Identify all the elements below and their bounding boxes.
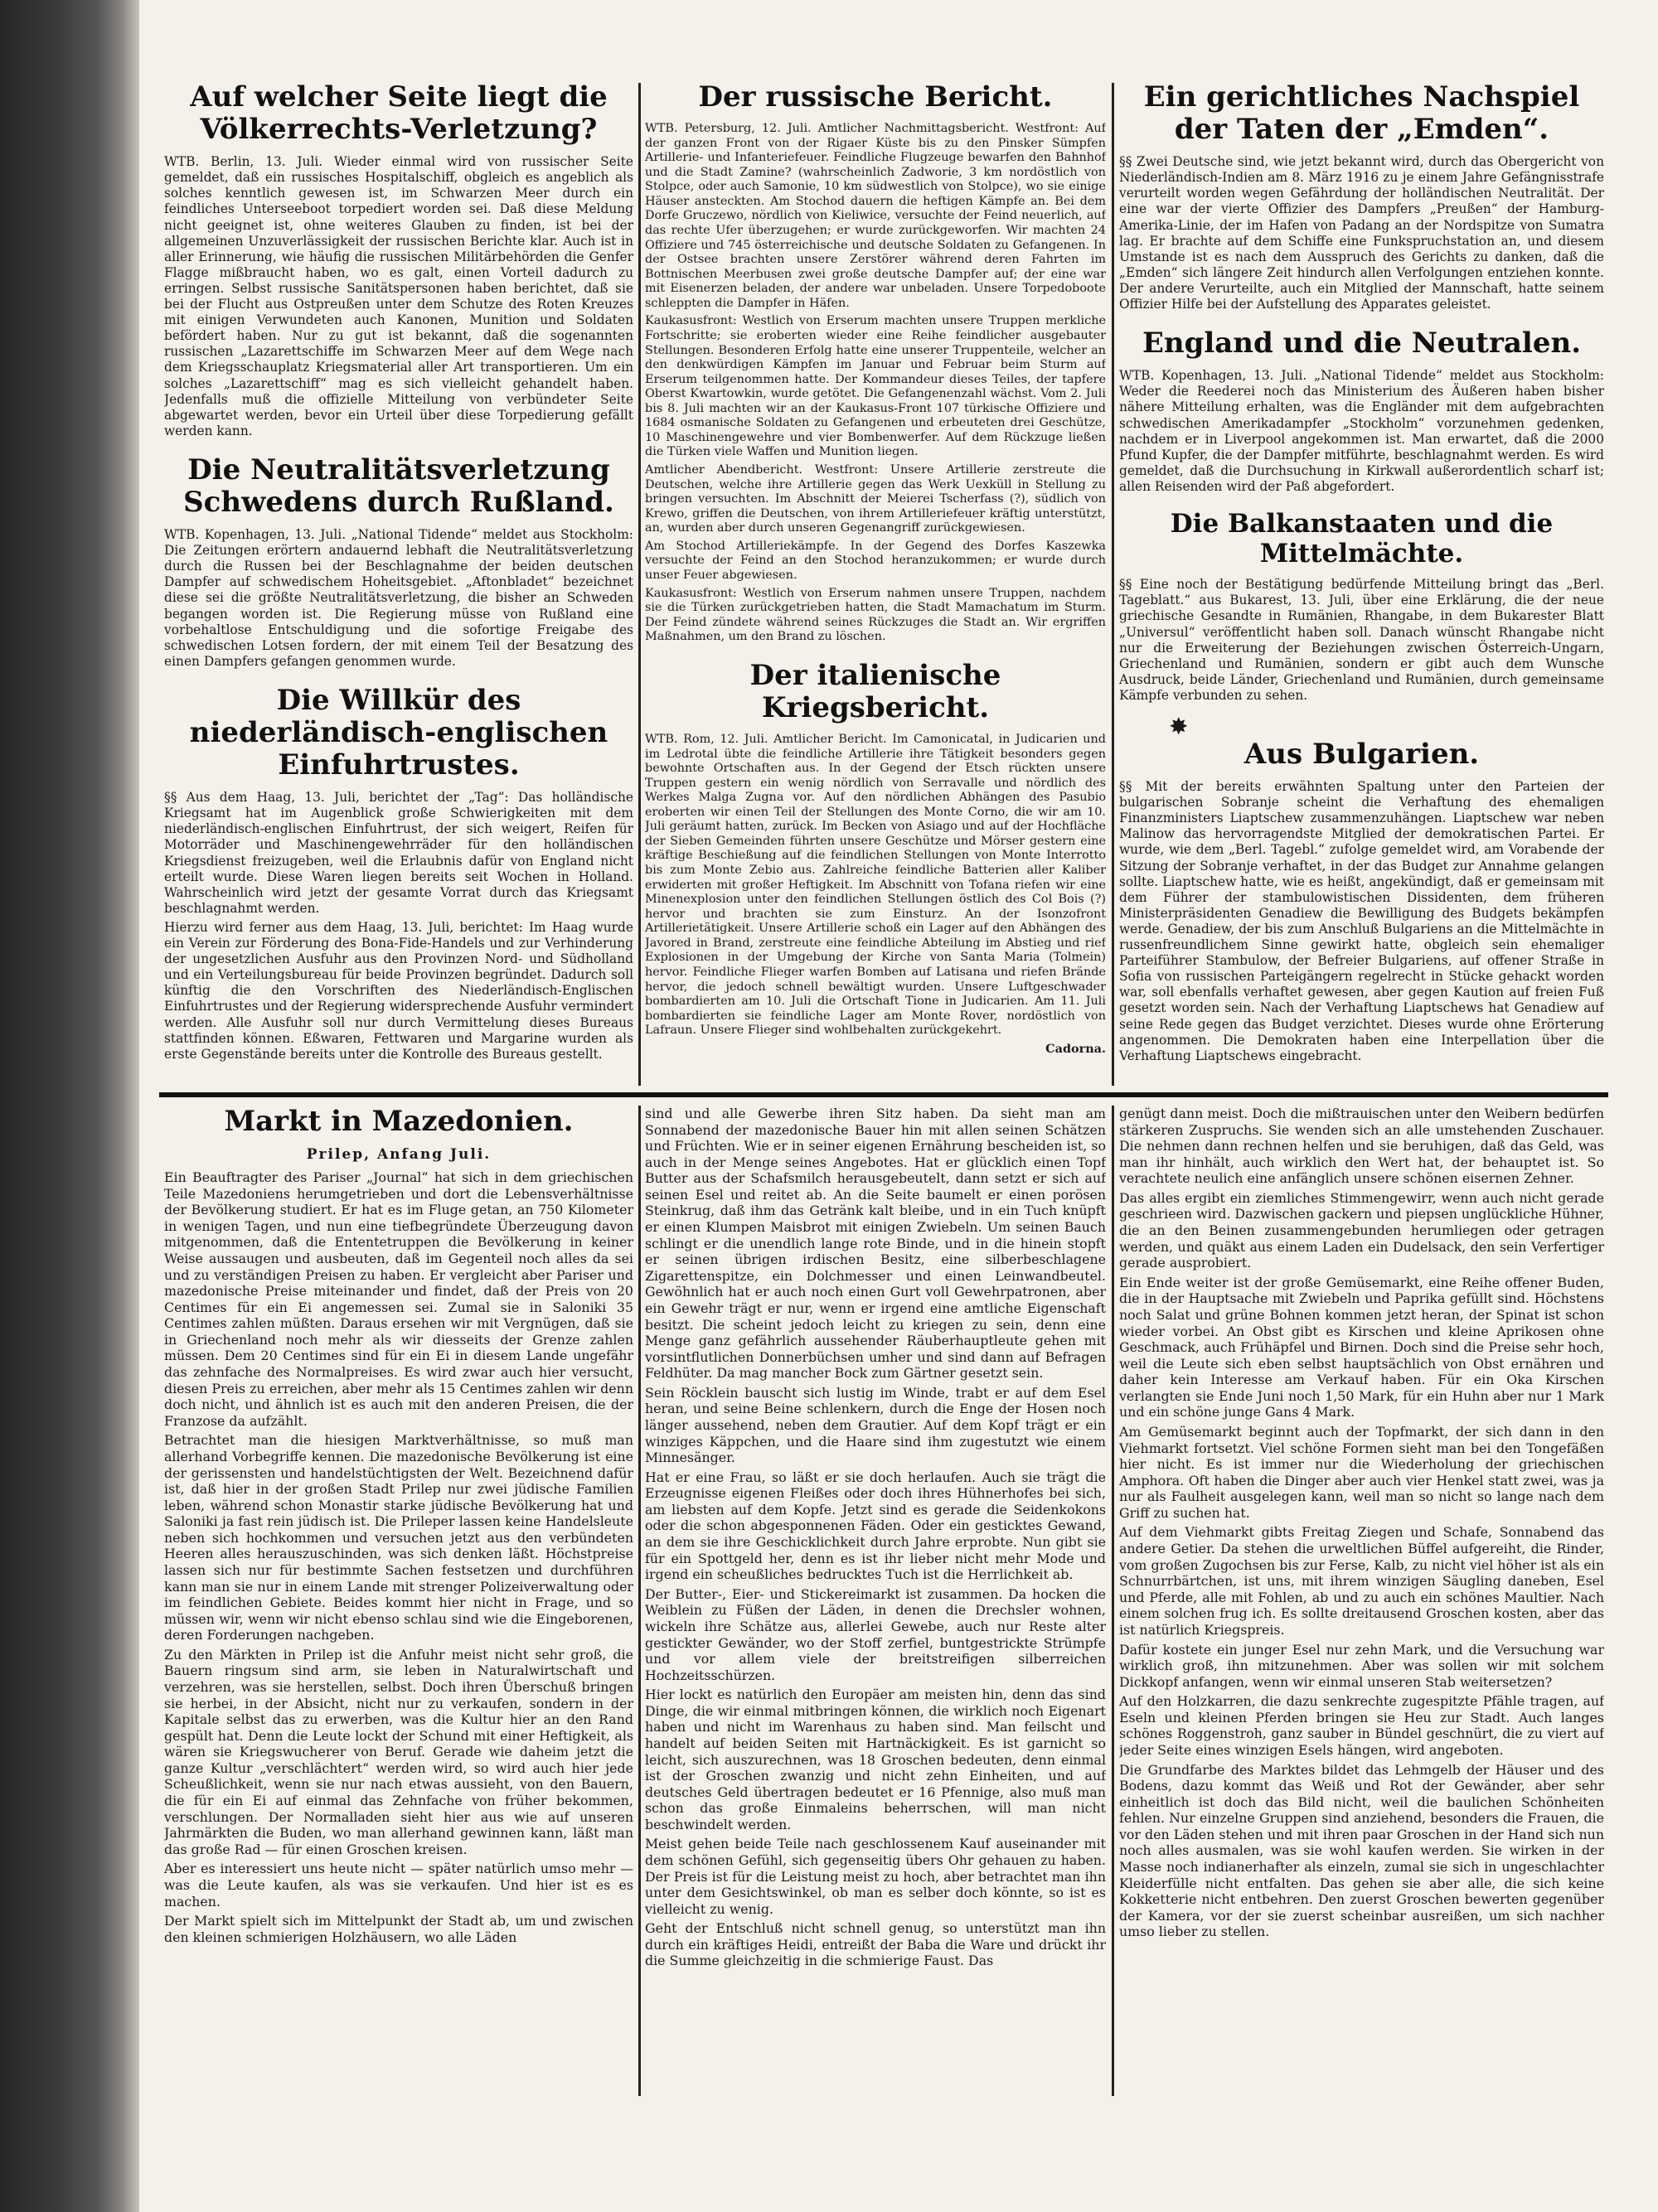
feuilleton-column-1 xyxy=(164,1106,633,2096)
article-england-neutralen xyxy=(1119,327,1604,495)
article-paragraph: Die Grundfarbe des Marktes bildet das Lehmgelb der Häuser und des Bodens, dazu kommt das Weiß und Rot der Gewänder, aber sehr einheitlich ist doch das Bild nicht, weil die baulichen Schönheiten fehlen. Nur einzelne Gruppen sind anziehend, besonders die Frauen, die vor den Läden stehen und mit ihren paar Groschen in der Hand sich nun noch alles ausmalen, was sie wohl kaufen werden. Sie wirken in der Masse noch indianerhafter als einzeln, zumal sie sich in ungeschlachter Kleiderfülle nicht entfalten. Das gehen sie aber alle, die sich keine Kokketterie nicht entbehren. Den zuerst Groschen bewerten gegenüber der Kamera, vor der sie zuerst scheinbar ausreißen, um sich nachher umso lieber zu stellen. xyxy=(1119,1761,1604,1940)
article-title: Der italienische Kriegsbericht. xyxy=(749,658,1001,724)
article-paragraph: WTB. Kopenhagen, 13. Juli. „National Tidende“ meldet aus Stockholm: Die Zeitungen erörtern andauernd lebhaft die Neutralitätsverletzung durch die Russen bei der Beschlagnahme der beiden deutschen Dampfer auf schwedischem Hoheitsgebiet. „Aftonbladet“ bezeichnet diese sei die größte Neutralitätsverletzung, die bisher an Schweden begangen worden ist. Die Regierung müsse von Rußland eine vorbehaltlose Entschuldigung und die sofortige Freigabe des schwedischen Lotsen fordern, der mit einem Teil der Besatzung des einen Dampfers gefangen genommen wurde. xyxy=(164,527,633,669)
top-column-2 xyxy=(645,81,1106,1084)
article-paragraph: sind und alle Gewerbe ihren Sitz haben. Da sieht man am Sonnabend der mazedonische Bauer hin mit allen seinen Schätzen und Früchten. Wie er in seiner eigenen Ernährung bescheiden ist, so auch in der Menge seines Angebotes. Hat er glücklich einen Topf Butter aus der Schafsmilch herausgebeutelt, dann setzt er sich auf seinen Esel und reitet ab. An die Seite baumelt er einen porösen Steinkrug, daß ihm das Getränk kalt bleibe, und in ein Tuch knüpft er einen Klumpen Maisbrot mit einigen Zwiebeln. Um seinen Bauch schlingt er die unendlich lange rote Binde, und in die hinein stopft er seinen übrigen irdischen Besitz, eine silberbeschlagene Zigarettenspitze, ein Dolchmesser und einen Leinwandbeutel. Gewöhnlich hat er auch noch einen Gurt voll Gewehrpatronen, aber ein Gewehr trägt er nur, wenn er irgend eine amtliche Eigenschaft besitzt. Die scheint jedoch leicht zu kriegen zu sein, denn eine Menge ganz gefährlich aussehender Räuberhauptleute gehen mit vorsintflutlichen Donnerbüchsen umher und sind dann auf Befragen Feldhüter. Da mag mancher Bock zum Gärtner gesetzt sein. xyxy=(645,1106,1106,1382)
article-paragraph: WTB. Petersburg, 12. Juli. Amtlicher Nachmittagsbericht. Westfront: Auf der ganzen Front von der Rigaer Küste bis zu den Pinsker Sümpfen Artillerie- und Infanteriefeuer. Feindliche Flugzeuge bewarfen den Bahnhof und die Stadt Zamine? (wahrscheinlich Zadworie, 3 km nordöstlich von Stolpce, oder auch Samonie, 10 km südwestlich von Stolpce), wo sie einige Häuser ansteckten. Am Stochod dauern die heftigen Kämpfe an. Bei dem Dorfe Gruczewo, nördlich von Kieliwice, versuchte der Feind neuerlich, auf das rechte Ufer überzugehen; er wurde zurückgeworfen. Wir machten 24 Offiziere und 745 österreichische und deutsche Soldaten zu Gefangenen. In der Ostsee brachten unsere Zerstörer während deren Fahrten im Bottnischen Meerbusen zwei große deutsche Dampfer auf; der eine war mit Eisenerzen beladen, der andere war unbeladen. Unsere Torpedoboote schleppten die Dampfer in Häfen. xyxy=(645,122,1106,310)
top-column-3 xyxy=(1119,81,1604,1084)
article-italienischer-bericht xyxy=(645,660,1106,1057)
article-paragraph: Der Butter-, Eier- und Stickereimarkt ist zusammen. Da hocken die Weiblein zu Füßen der Läden, in denen die Drechsler wohnen, wickeln ihre Schätze aus, allerlei Gewebe, auch nur Reste alter gestickter Gewänder, wo der Stoff zerfiel, buntgestrickte Strümpfe und vor allem viele der breitstreifigen silberreichen Hochzeitsschürzen. xyxy=(645,1585,1106,1683)
article-signature: Cadorna. xyxy=(1045,1041,1106,1056)
article-paragraph: Hierzu wird ferner aus dem Haag, 13. Juli, berichtet: Im Haag wurde ein Verein zur Förderung des Bona-Fide-Handels und zur Verhinderung der ungesetzlichen Ausfuhr aus den Provinzen Nord- und Südholland und ein Verteilungsbureau für beide Provinzen begründet. Dadurch soll künftig die den Vorschriften des Niederländisch-Englischen Einfuhrtrustes und der Regierung widersprechende Ausfuhr vermindert werden. Alle Ausfuhr soll nur durch Vermittelung dieses Bureaus stattfinden können. Eßwaren, Fettwaren und Margarine wurden als erste Gegenstände bereits unter die Kontrolle des Bureaus gestellt. xyxy=(164,919,633,1062)
column-rule xyxy=(638,83,641,1086)
article-paragraph: Hier lockt es natürlich den Europäer am meisten hin, denn das sind Dinge, die wir einmal mitbringen können, die wirklich noch Eigenart haben und nicht im Warenhaus zu haben sind. Man feilscht und handelt auf beiden Seiten mit Hartnäckigkeit. Es ist garnicht so leicht, sich auszurechnen, was 18 Groschen bedeuten, denn einmal ist der Groschen zwanzig und nicht zehn Einheiten, und auf deutsches Geld übertragen bedeutet er 16 Pfennige, also muß man schon das große Einmaleins beherrschen, will man nicht beschwindelt werden. xyxy=(645,1687,1106,1832)
article-paragraph: Ein Beauftragter des Pariser „Journal“ hat sich in dem griechischen Teile Mazedoniens herumgetrieben und dort die Lebensverhältnisse der Bevölkerung studiert. Er hat es im Fluge getan, an 750 Kilometer in wenigen Tagen, und nun eine tiefbegründete Überzeugung davon mitgenommen, daß die Ententetruppen die Bevölkerung in keiner Weise aussaugen und ausbeuten, daß im Gegenteil noch alles da sei und zu verständigen Preisen zu haben. Er vergleicht aber Pariser und mazedonische Preise miteinander und findet, daß der Preis von 20 Centimes für ein Ei angemessen sei. Zumal sie in Saloniki 35 Centimes zahlen müßten. Daraus ersehen wir mit Vergnügen, daß sie in Griechenland noch mehr als wir diesseits der Grenze zahlen müssen. Dem 20 Centimes sind für ein Ei in diesem Lande ungefähr das zehnfache des Normalpreises. Es wird zwar auch hier versucht, diesen Preis zu erreichen, aber mehr als 15 Centimes zahlen wir denn doch nicht, und ähnlich ist es auch mit den anderen Preisen, die der Franzose da aufzählt. xyxy=(164,1169,633,1429)
article-russischer-bericht xyxy=(645,81,1106,645)
article-title: England und die Neutralen. xyxy=(1142,327,1582,361)
article-paragraph: Aber es interessiert uns heute nicht — später natürlich umso mehr — was die Leute kaufen, als was sie verkaufen. Und hier ist es es machen. xyxy=(164,1861,633,1909)
article-paragraph: Auf den Holzkarren, die dazu senkrechte zugespitzte Pfähle tragen, auf Eseln und kleinen Pferden bringen sie Heu zur Stadt. Auch langes schönes Roggenstroh, ganz sauber in Bündel geschnürt, die zu viert auf jeder Seite eines winzigen Esels hängen, wird angeboten. xyxy=(1119,1693,1604,1758)
article-title: Die Neutralitätsverletzung Schwedens durch Rußland. xyxy=(183,453,614,519)
article-paragraph: §§ Mit der bereits erwähnten Spaltung unter den Parteien der bulgarischen Sobranje scheint die Verhaftung des ehemaligen Finanzministers Liaptschew zusammenzuhängen. Liaptschew war neben Malinow das hervorragendste Mitglied der demokratischen Partei. Er wurde, wie dem „Berl. Tagebl.“ zufolge gemeldet wird, am Vorabende der Sitzung der Sobranje verhaftet, in der das Budget zur Annahme gelangen sollte. Liaptschew hatte, wie es heißt, angekündigt, daß er gemeinsam mit dem Führer der stambulowistischen Dissidenten, dem früheren Ministerpräsidenten Genadiew die Bewilligung des Budgets bekämpfen werde. Genadiew, der bis zum Anschluß Bulgariens an die Mittelmächte in russenfreundlichem Sinne gewirkt hatte, obgleich sein ehemaliger Parteiführer Stambulow, der Befreier Bulgariens, auf offener Straße in Sofia von russischen Parteigängern regelrecht in Stücke gehackt worden war, soll ebenfalls verhaftet gewesen, aber gegen Kaution auf freien Fuß gesetzt worden sein. Nach der Verhaftung Liaptschews hat Genadiew auf seine Rede gegen das Budget verzichtet. Dieses wurde ohne Erörterung angenommen. Die Demokraten haben eine Interpellation über die Verhaftung Liaptschews eingebracht. xyxy=(1119,779,1604,1063)
article-paragraph: Amtlicher Abendbericht. Westfront: Unsere Artillerie zerstreute die Deutschen, welche ihre Artillerie gegen das Werk Uexküll in Stellung zu bringen versuchten. Im Abschnitt der Meierei Tscherfass (?), südlich von Krewo, griffen die Deutschen, von ihrem Artilleriefeuer kräftig unterstützt, an, wurden aber durch unseren Gegenangriff zurückgewiesen. xyxy=(645,463,1106,535)
article-paragraph: Kaukasusfront: Westlich von Erserum machten unsere Truppen merkliche Fortschritte; sie eroberten wieder eine Reihe feindlicher ausgebauter Stellungen. Besonderen Erfolg hatte eine unserer Truppenteile, welcher an den denkwürdigen Kämpfen im Januar und Februar beim Sturm auf Erserum teilgenommen hatte. Der Kommandeur dieses Teiles, der tapfere Oberst Kwartowkin, wurde getötet. Die Gefangenenzahl wächst. Vom 2. Juli bis 8. Juli machten wir an der Kaukasus-Front 107 türkische Offiziere und 1684 osmanische Soldaten zu Gefangenen und erbeuteten drei Geschütze, 10 Maschinengewehre und vier Bombenwerfer. Auf dem Rückzuge ließen die Türken viele Waffen und Munition liegen. xyxy=(645,314,1106,459)
article-paragraph: WTB. Kopenhagen, 13. Juli. „National Tidende“ meldet aus Stockholm: Weder die Reederei noch das Ministerium des Äußeren haben bisher nähere Mitteilung erhalten, was die Engländer mit dem aufgebrachten schwedischen Amerikadampfer „Stockholm“ vorzunehmen gedenken, nachdem er in Liverpool angekommen ist. Man erwartet, daß die 2000 Pfund Kupfer, die der Dampfer mitführte, beschlagnahmt werden. Es wird gemeldet, daß die Durchsuchung in Kirkwall außerordentlich scharf ist; allen Reisenden wird der Paß abgefordert. xyxy=(1119,368,1604,494)
article-paragraph: Am Stochod Artilleriekämpfe. In der Gegend des Dorfes Kaszewka versuchte der Feind an den Stochod heranzukommen; er wurde durch unser Feuer abgewiesen. xyxy=(645,539,1106,582)
article-title: Der russische Bericht. xyxy=(698,81,1053,114)
article-paragraph: WTB. Rom, 12. Juli. Amtlicher Bericht. Im Camonicatal, in Judicarien und im Ledrotal übte die feindliche Artillerie ihre Tätigkeit besonders gegen bewohnte Ortschaften aus. In der Gegend der Etsch rückten unsere Truppen gestern ein wenig nördlich von Serravalle und nördlich des Werkes Malga Zugna vor. Auf den nördlichen Abhängen des Pasubio eroberten wir einen Teil der Stellungen des Monte Corno, die wir am 10. Juli geräumt hatten, zurück. Im Becken von Asiago und auf der Hochfläche der Sieben Gemeinden führten unsere Geschütze und Mörser gestern eine kräftige Beschießung auf die feindlichen Stellungen von Monte Interrotto bis zum Monte Zebio aus. Zahlreiche feindliche Batterien aller Kaliber erwiderten mit großer Heftigkeit. Im Abschnitt von Tofana riefen wir eine Minenexplosion unter den feindlichen Stellungen östlich des Col Bois (?) hervor und brachten sie zum Einsturz. An der Isonzofront Artillerietätigkeit. Unsere Artillerie schoß ein Lager auf den Abhängen des Javored in Brand, zerstreute eine feindliche Abteilung im Abstieg und rief Explosionen in der Umgebung der Kirche von Santa Maria (Tolmein) hervor. Feindliche Flieger warfen Bomben auf Latisana und riefen Brände hervor, die jedoch schnell bewältigt wurden. Unsere Luftgeschwader bombardierten am 10. Juli die Ortschaft Tione in Judicarien. Am 11. Juli bombardierten sie feindliche Lager am Monte Rover, nordöstlich von Lafraun. Unsere Flieger sind wohlbehalten zurückgekehrt. xyxy=(645,732,1106,1038)
article-paragraph: Auf dem Viehmarkt gibts Freitag Ziegen und Schafe, Sonnabend das andere Getier. Da stehen die urweltlichen Büffel aufgereiht, die Rinder, vom großen Zugochsen bis zur Ferse, Kalb, zu nicht viel höher ist als ein Schnurrbärtchen, ist uns, mit ihrem winzigen Säugling daneben, Esel und Pferde, alle mit Fohlen, ab und zu auch ein schönes Maultier. Nach einem solchen frug ich. Es sollte dreitausend Groschen kosten, aber das ist natürlich Kriegspreis. xyxy=(1119,1524,1604,1638)
column-rule xyxy=(638,1106,641,2096)
article-paragraph: Das alles ergibt ein ziemliches Stimmengewirr, wenn auch nicht gerade geschrieen wird. Dazwischen gackern und piepsen unglückliche Hühner, die an den Beinen zusammengebunden herumliegen oder getragen werden, und quäkt aus einem Laden ein Dudelsack, den sein Verfertiger gerade ausprobiert. xyxy=(1119,1189,1604,1271)
article-paragraph: Dafür kostete ein junger Esel nur zehn Mark, und die Versuchung war wirklich groß, ihn mitzunehmen. Aber was sollen wir mit solchem Dickkopf anfangen, wenn wir einmal unseren Stab weitersetzen? xyxy=(1119,1641,1604,1690)
feuilleton-column-3 xyxy=(1119,1106,1604,2096)
article-balkanstaaten xyxy=(1119,510,1604,704)
article-paragraph: Geht der Entschluß nicht schnell genug, so unterstützt man ihn durch ein kräftiges Heidi, entreißt der Baba die Ware und drückt ihr die Summe gleichzeitig in die schmierige Faust. Das xyxy=(645,1920,1106,1969)
article-paragraph: Sein Röcklein bauscht sich lustig im Winde, trabt er auf dem Esel heran, und seine Beine schlenkern, durch die Enge der Hosen noch länger aussehend, neben dem Grautier. Auf dem Kopf trägt er ein winziges Käppchen, und die Haare sind ihm zugestutzt wie einem Minnesänger. xyxy=(645,1384,1106,1466)
article-paragraph: Meist gehen beide Teile nach geschlossenem Kauf auseinander mit dem schönen Gefühl, sich gegenseitig übers Ohr gehauen zu haben. Der Preis ist für die Leistung meist zu hoch, aber betrachtet man ihn unter dem Gesichtswinkel, ob man es selber doch könnte, so ist es vielleicht zu wenig. xyxy=(645,1836,1106,1917)
star-icon: ✸ xyxy=(1169,713,1189,740)
feuilleton-column-2 xyxy=(645,1106,1106,2096)
article-title: Aus Bulgarien. xyxy=(1244,738,1480,771)
column-rule xyxy=(1112,83,1114,1086)
article-einfuhrtrust xyxy=(164,685,633,1062)
article-paragraph: Ein Ende weiter ist der große Gemüsemarkt, eine Reihe offener Buden, die in der Hauptsache mit Zwiebeln und Paprika gefüllt sind. Höchstens noch Salat und grüne Bohnen kommen jetzt heran, der Spinat ist schon wieder vorbei. An Obst gibt es Kirschen und kleine Aprikosen ohne Geschmack, auch Frühäpfel und Birnen. Doch sind die Preise sehr hoch, weil die Leute sich eben selbst hauptsächlich von Obst ernähren und daher kein Interesse am Verkauf haben. Für ein Oka Kirschen verlangten sie Ende Juni noch 1,50 Mark, für ein Huhn aber nur 1 Mark und ein schöne junge Gans 4 Mark. xyxy=(1119,1274,1604,1421)
article-paragraph: §§ Aus dem Haag, 13. Juli, berichtet der „Tag“: Das holländische Kriegsamt hat im Augenblick große Schwierigkeiten mit dem niederländisch-englischen Einfuhrtrust, der sich weigert, Reifen für Motorräder und Maschinengewehrräder für den holländischen Kriegsdienst freizugeben, weil die Erlaubnis dafür von England nicht erteilt wurde. Diese Waren liegen bereits seit Wochen in Holland. Wahrscheinlich wird jetzt der gesamte Vorrat durch das Kriegsamt beschlagnahmt werden. xyxy=(164,790,633,916)
article-title: Markt in Mazedonien. xyxy=(224,1106,574,1138)
top-column-1 xyxy=(164,81,633,1084)
book-binding-edge xyxy=(0,0,139,2212)
article-title: Ein gerichtliches Nachspiel der Taten der „Emden“. xyxy=(1143,81,1580,147)
article-paragraph: Zu den Märkten in Prilep ist die Anfuhr meist nicht sehr groß, die Bauern ringsum sind arm, sie leben in Naturalwirtschaft und verzehren, was sie herstellen, selbst. Doch ihren Überschuß bringen sie herbei, in der Absicht, nicht nur zu verkaufen, sondern in der Kapitale selbst das zu erwerben, was die Kultur hier an den Rand gespült hat. Denn die Leute lockt der Schund mit einer Heftigkeit, als wären sie Kriegswucherer von Beruf. Gerade wie daheim jetzt die ganze Kultur „verschlächtert“ werden wird, so wird auch hier jede Scheußlichkeit, wenn sie nur nach etwas aussieht, von den Bauern, die für ein Ei auf einmal das Zehnfache von früher bekommen, verschlungen. Der Normalladen sieht hier aus wie auf unseren Jahrmärkten die Buden, wo man allerhand gewinnen kann, läßt man das große Rad — für einen Groschen kreisen. xyxy=(164,1646,633,1857)
article-paragraph: Kaukasusfront: Westlich von Erserum nahmen unsere Truppen, nachdem sie die Türken zurückgetrieben hatten, die Stadt Mamachatum im Sturm. Der Feind zündete während seines Rückzuges die Stadt an. Wir ergriffen Maßnahmen, um den Brand zu löschen. xyxy=(645,586,1106,644)
article-paragraph: Am Gemüsemarkt beginnt auch der Topfmarkt, der sich dann in den Viehmarkt fortsetzt. Viel schöne Formen sieht man bei den Tongefäßen hier nicht. Es ist immer nur die Wiederholung der griechischen Amphora. Oft haben die Dinger aber auch vier Henkel statt zwei, was ja nur als Faulheit ausgelegen kann, weil man so nicht so lange nach dem Griff zu suchen hat. xyxy=(1119,1423,1604,1521)
article-paragraph: genügt dann meist. Doch die mißtrauischen unter den Weibern bedürfen stärkeren Zuspruchs. Sie wenden sich an alle umstehenden Zuschauer. Die nehmen dann rechnen helfen und sie beruhigen, daß das Geld, was man ihr hinhält, auch wirklich den Wert hat, der behauptet ist. So verachtete neulich eine anfänglich unsere schönen eisernen Zehner. xyxy=(1119,1106,1604,1187)
article-paragraph: Der Markt spielt sich im Mittelpunkt der Stadt ab, um und zwischen den kleinen schmierigen Holzhäusern, wo alle Läden xyxy=(164,1913,633,1945)
article-paragraph: WTB. Berlin, 13. Juli. Wieder einmal wird von russischer Seite gemeldet, daß ein russisches Hospitalschiff, obgleich es angeblich als solches kenntlich gewesen ist, im Schwarzen Meer durch ein feindliches Unterseeboot torpediert worden sei. Daß diese Meldung nicht geeignet ist, ohne weiteres Glauben zu finden, ist bei der allgemeinen Unzuverlässigkeit der russischen Berichte klar. Auch ist in aller Erinnerung, wie häufig die russischen Militärbehörden die Genfer Flagge mißbraucht haben, wo es galt, einen Vorteil dadurch zu erringen. Selbst russische Sanitätspersonen haben berichtet, daß sie bei der Flucht aus Ostpreußen unter dem Schutze des Roten Kreuzes mit einigen Verwundeten auch Kanonen, Munition und Soldaten befördert haben. Nur zu gut ist bekannt, daß die sogenannten russischen „Lazarettschiffe im Schwarzen Meer auf dem Wege nach dem Kriegsschauplatz Kriegsmaterial aller Art transportieren. Um ein solches „Lazarettschiff“ mag es sich vielleicht gehandelt haben. Jedenfalls muß die offizielle Mitteilung von verbündeter Seite abgewartet werden, bevor ein Urteil über diese Torpedierung gefällt werden kann. xyxy=(164,154,633,438)
article-paragraph: §§ Eine noch der Bestätigung bedürfende Mitteilung bringt das „Berl. Tageblatt.“ aus Bukarest, 13. Juli, über eine Erklärung, die der neue griechische Gesandte in Rumänien, Rhangabe, in dem Bukarester Blatt „Universul“ veröffentlicht haben soll. Danach wünscht Rhangabe nicht nur die Erweiterung der Beziehungen zwischen Österreich-Ungarn, Griechenland und Rumänien, sondern er gibt auch dem Wunsche Ausdruck, beide Länder, Griechenland und Rumänien, durch gemeinsame Kämpfe verbunden zu sehen. xyxy=(1119,577,1604,703)
article-emden xyxy=(1119,81,1604,312)
column-rule xyxy=(1112,1106,1114,2096)
article-dateline: Prilep, Anfang Juli. xyxy=(306,1146,492,1164)
article-bulgarien xyxy=(1119,738,1604,1064)
article-paragraph: Betrachtet man die hiesigen Marktverhältnisse, so muß man allerhand Vorbegriffe kennen. Die mazedonische Bevölkerung ist eine der gerissensten und handelstüchtigsten der Welt. Bezeichnend dafür ist, daß hier in der großen Stadt Prilep nur zwei jüdische Familien leben, während schon Monastir starke jüdische Bevölkerung hat und Saloniki ja fast rein jüdisch ist. Die Prileper lassen keine Handelsleute neben sich hochkommen und versuchen jetzt aus den verbündeten Heeren alles herauszuschinden, was sich denken läßt. Höchstpreise lassen sich nur für bestimmte Sachen festsetzen und durchführen kann man sie nur in einem Lande mit strenger Polizeiverwaltung oder im feindlichen Gebiete. Beides kommt hier nicht in Frage, und so müssen wir, wenn wir nicht ebenso schlau sind wie die Eingeborenen, deren Forderungen nachgeben. xyxy=(164,1432,633,1643)
section-divider xyxy=(159,1092,1608,1097)
article-paragraph: Hat er eine Frau, so läßt er sie doch herlaufen. Auch sie trägt die Erzeugnisse eigenen Fleißes oder doch ihres Hühnerhofes bei sich, am liebsten auf dem Kopfe. Jetzt sind es gerade die Seidenkokons oder die schon abgesponnenen Fäden. Oder ein gesticktes Gewand, an dem sie ihre Geschicklichkeit durch Jahre erprobte. Nun gibt sie für ein Spottgeld her, denn es ist ihr lieber nicht mehr Mode und irgend ein scheußliches bedrucktes Tuch ist die Herrlichkeit ab. xyxy=(645,1469,1106,1583)
article-title: Auf welcher Seite liegt die Völkerrechts-Verletzung? xyxy=(190,81,608,147)
article-voelkerrecht xyxy=(164,81,633,439)
article-title: Die Balkanstaaten und die Mittelmächte. xyxy=(1170,508,1554,569)
article-neutralitaet-schweden xyxy=(164,454,633,670)
article-paragraph: §§ Zwei Deutsche sind, wie jetzt bekannt wird, durch das Obergericht von Niederländisch-Indien am 8. März 1916 zu je einem Jahre Gefängnisstrafe verurteilt worden wegen Gefährdung der holländischen Neutralität. Der eine war der vierte Offizier des Dampfers „Preußen“ der Hamburg-Amerika-Linie, der im Hafen von Padang an der Nordspitze von Sumatra lag. Er brachte auf dem Schiffe eine Funkspruchstation an, und diesem Umstande ist es nach dem Ausspruch des Gerichts zu danken, daß die „Emden“ sich längere Zeit hindurch allen Verfolgungen entziehen konnte. Der andere Verurteilte, auch ein Mitglied der Mannschaft, hatte seinem Offizier Hilfe bei der Aufstellung des Apparates geleistet. xyxy=(1119,154,1604,312)
article-title: Die Willkür des niederländisch-englischen Einfuhrtrustes. xyxy=(189,683,608,782)
